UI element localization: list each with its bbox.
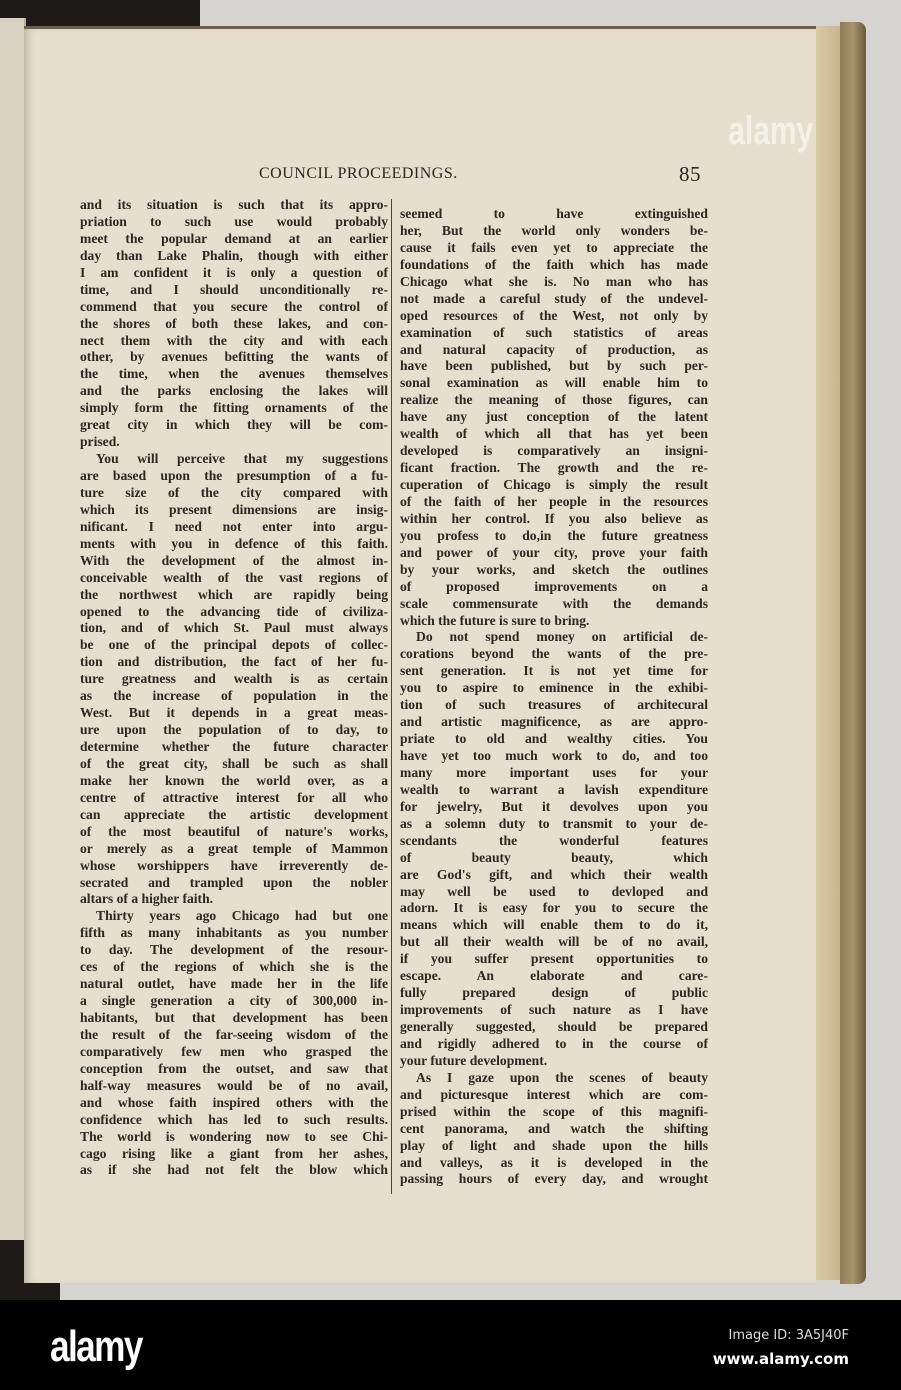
text-line: comparatively few men who grasped the <box>80 1043 388 1059</box>
page-number: 85 <box>679 162 701 186</box>
text-line: have any just conception of the latent <box>400 409 708 425</box>
text-line: realize the meaning of those figures, can <box>400 392 708 408</box>
text-line: habitants, but that development has been <box>80 1010 388 1025</box>
text-line: and picturesque interest which are com- <box>400 1086 708 1102</box>
text-line: commend that you secure the control of <box>80 298 388 314</box>
text-line: of proposed improvements on a <box>400 578 708 594</box>
text-line: conceivable wealth of the vast regions of <box>80 569 388 585</box>
text-line: which its present dimensions are insig- <box>80 501 388 517</box>
text-line: adorn. It is easy for you to secure the <box>400 900 708 916</box>
text-line: for jewelry, But it devolves upon you <box>400 798 708 814</box>
text-line: escape. An elaborate and care- <box>400 968 708 984</box>
text-line: by your works, and sketch the outlines <box>400 561 708 577</box>
text-line: her, But the world only wonders be- <box>400 222 708 238</box>
text-line: and natural capacity of production, as <box>400 341 708 357</box>
text-line: and whose faith inspired others with the <box>80 1094 388 1110</box>
text-line: prised within the scope of this magnifi- <box>400 1103 708 1119</box>
text-line: whose worshippers have irreverently de- <box>80 857 388 873</box>
text-line: confidence which has led to such results. <box>80 1111 388 1127</box>
text-line: time, and I should unconditionally re- <box>80 281 388 297</box>
text-line: may well be used to devloped and <box>400 883 708 899</box>
text-line: as the increase of population in the <box>80 688 388 704</box>
column-divider <box>391 199 392 1194</box>
alamy-logo: alamy <box>50 1322 142 1371</box>
text-line: be one of the principal depots of collec- <box>80 637 388 653</box>
text-line: a single generation a city of 300,000 in- <box>80 993 388 1009</box>
text-line: examination of such statistics of areas <box>400 324 708 340</box>
site-url: www.alamy.com <box>712 1350 849 1368</box>
text-line: and its situation is such that its appro- <box>80 197 388 212</box>
text-line: foundations of the faith which has made <box>400 256 708 272</box>
text-line: and valleys, as it is developed in the <box>400 1154 708 1170</box>
text-line: priation to such use would probably <box>80 213 388 229</box>
text-line: fully prepared design of public <box>400 985 708 1001</box>
text-line: of the faith of her people in the resources <box>400 493 708 509</box>
text-line: play of light and shade upon the hills <box>400 1137 708 1153</box>
text-line: West. But it depends in a great meas- <box>80 705 388 721</box>
text-line: your future development. <box>400 1052 548 1068</box>
text-line: and the parks enclosing the lakes will <box>80 383 388 399</box>
text-line: of beauty beauty, which <box>400 849 708 865</box>
text-line: which the future is sure to bring. <box>400 612 590 628</box>
text-line: the result of the far-seeing wisdom of the <box>80 1026 388 1042</box>
text-line: many more important uses for your <box>400 764 708 780</box>
text-line: can appreciate the artistic development <box>80 806 388 822</box>
text-line: the northwest which are rapidly being <box>80 586 388 602</box>
text-line: great city in which they will be com- <box>80 417 388 433</box>
text-line: nificant. I need not enter into argu- <box>80 518 388 534</box>
right-column <box>400 206 708 1188</box>
text-line: make her known the world over, as a <box>80 772 388 788</box>
paragraph <box>80 908 388 1179</box>
left-column <box>80 197 388 1179</box>
text-line: nect them with the city and with each <box>80 332 388 348</box>
text-line: cause it fails even yet to appreciate the <box>400 239 708 255</box>
book-cover-top <box>0 0 200 26</box>
text-line: if you suffer present opportunities to <box>400 951 708 967</box>
book-page <box>24 26 816 1283</box>
paragraph <box>80 197 388 451</box>
text-line: With the development of the almost in- <box>80 552 388 568</box>
watermark-logo: alamy <box>728 109 814 153</box>
text-line: tion of such treasures of architecural <box>400 697 708 713</box>
text-line: of the great city, shall be such as shall <box>80 755 388 771</box>
text-line: as a solemn duty to transmit to your de- <box>400 815 708 831</box>
text-line: half-way measures would be of no avail, <box>80 1077 388 1093</box>
text-line: other, by avenues befitting the wants of <box>80 349 388 365</box>
text-line: ces of the regions of which she is the <box>80 959 388 975</box>
text-line: wealth of which all that has yet been <box>400 426 708 442</box>
text-line: improvements of such nature as I have <box>400 1002 708 1018</box>
text-line: tion and distribution, the fact of her fu- <box>80 654 388 670</box>
text-line: meet the popular demand at an earlier <box>80 230 388 246</box>
text-line: scendants the wonderful features <box>400 832 708 848</box>
text-line: opened to the advancing tide of civiliza- <box>80 603 388 619</box>
footer-bar <box>0 1300 901 1390</box>
text-line: or merely as a great temple of Mammon <box>80 840 388 856</box>
text-line: have yet too much work to do, and too <box>400 748 708 763</box>
text-line: developed is comparatively an insigni- <box>400 443 708 459</box>
text-line: seemed to have extinguished <box>400 206 708 221</box>
text-line: ments with you in defence of this faith. <box>80 535 388 551</box>
text-line: ture size of the city compared with <box>80 484 388 500</box>
text-line: simply form the fitting ornaments of the <box>80 400 388 416</box>
text-line: scale commensurate with the demands <box>400 595 708 611</box>
text-line: ure upon the population of to day, to <box>80 722 388 738</box>
text-line: are God's gift, and which their wealth <box>400 866 708 882</box>
text-line: to day. The development of the resour- <box>80 942 388 958</box>
text-line: conception from the outset, and saw that <box>80 1060 388 1076</box>
text-line: Thirty years ago Chicago had but one <box>96 908 388 924</box>
text-line: prised. <box>80 434 120 450</box>
text-line: but all their wealth will be of no avail, <box>400 934 708 950</box>
text-line: passing hours of every day, and wrought <box>400 1171 708 1187</box>
text-line: natural outlet, have made her in the life <box>80 976 388 992</box>
text-line: as if she had not felt the blow which <box>80 1162 388 1178</box>
book-cover-edge <box>840 22 866 1284</box>
text-line: tion, and of which St. Paul must always <box>80 620 388 636</box>
text-line: sonal examination as will enable him to <box>400 375 708 391</box>
text-line: The world is wondering now to see Chi- <box>80 1128 388 1144</box>
text-line: the time, when the avenues themselves <box>80 366 388 382</box>
text-line: sent generation. It is not yet time for <box>400 663 708 679</box>
paragraph <box>400 629 708 1069</box>
page-edges <box>816 26 840 1280</box>
text-line: cago rising like a giant from her ashes, <box>80 1145 388 1161</box>
text-line: oped resources of the West, not only by <box>400 307 708 323</box>
text-line: the shores of both these lakes, and con- <box>80 315 388 331</box>
text-line: Do not spend money on artificial de- <box>416 629 708 645</box>
text-line: not made a careful study of the undevel- <box>400 290 708 306</box>
text-line: You will perceive that my suggestions <box>96 451 388 467</box>
text-line: within her control. If you also believe as <box>400 510 708 526</box>
text-line: means which will enable them to do it, <box>400 917 708 933</box>
text-line: and rigidly adhered to in the course of <box>400 1035 708 1051</box>
text-line: fifth as many inhabitants as you number <box>80 925 388 941</box>
text-line: centre of attractive interest for all who <box>80 789 388 805</box>
text-line: ficant fraction. The growth and the re- <box>400 460 708 476</box>
text-line: I am confident it is only a question of <box>80 264 388 280</box>
image-id: Image ID: 3A5J40F <box>728 1328 849 1343</box>
paragraph <box>400 206 708 629</box>
text-line: determine whether the future character <box>80 739 388 754</box>
text-line: are based upon the presumption of a fu- <box>80 468 388 483</box>
text-line: you to aspire to eminence in the exhibi- <box>400 680 708 696</box>
text-line: of the most beautiful of nature's works, <box>80 823 388 839</box>
paragraph <box>80 451 388 908</box>
running-head-title: COUNCIL PROCEEDINGS. <box>259 165 458 182</box>
text-line: As I gaze upon the scenes of beauty <box>416 1069 708 1085</box>
text-line: ture greatness and wealth is as certain <box>80 671 388 687</box>
text-line: secrated and trampled upon the nobler <box>80 874 388 890</box>
text-line: cuperation of Chicago is simply the result <box>400 477 708 492</box>
text-line: and artistic magnificence, as are appro- <box>400 714 708 730</box>
text-line: you profess to do,in the future greatness <box>400 527 708 543</box>
text-line: priate to old and wealthy cities. You <box>400 731 708 747</box>
text-line: Chicago what she is. No man who has <box>400 273 708 289</box>
text-line: have been published, but by such per- <box>400 358 708 374</box>
left-page-edge <box>0 18 26 1280</box>
text-line: wealth to warrant a lavish expenditure <box>400 781 708 797</box>
paragraph <box>400 1070 708 1189</box>
text-line: and power of your city, prove your faith <box>400 544 708 560</box>
text-line: corations beyond the wants of the pre- <box>400 646 708 662</box>
text-line: day than Lake Phalin, though with either <box>80 247 388 263</box>
text-line: cent panorama, and watch the shifting <box>400 1120 708 1136</box>
text-line: altars of a higher faith. <box>80 891 214 907</box>
text-line: generally suggested, should be prepared <box>400 1019 708 1034</box>
